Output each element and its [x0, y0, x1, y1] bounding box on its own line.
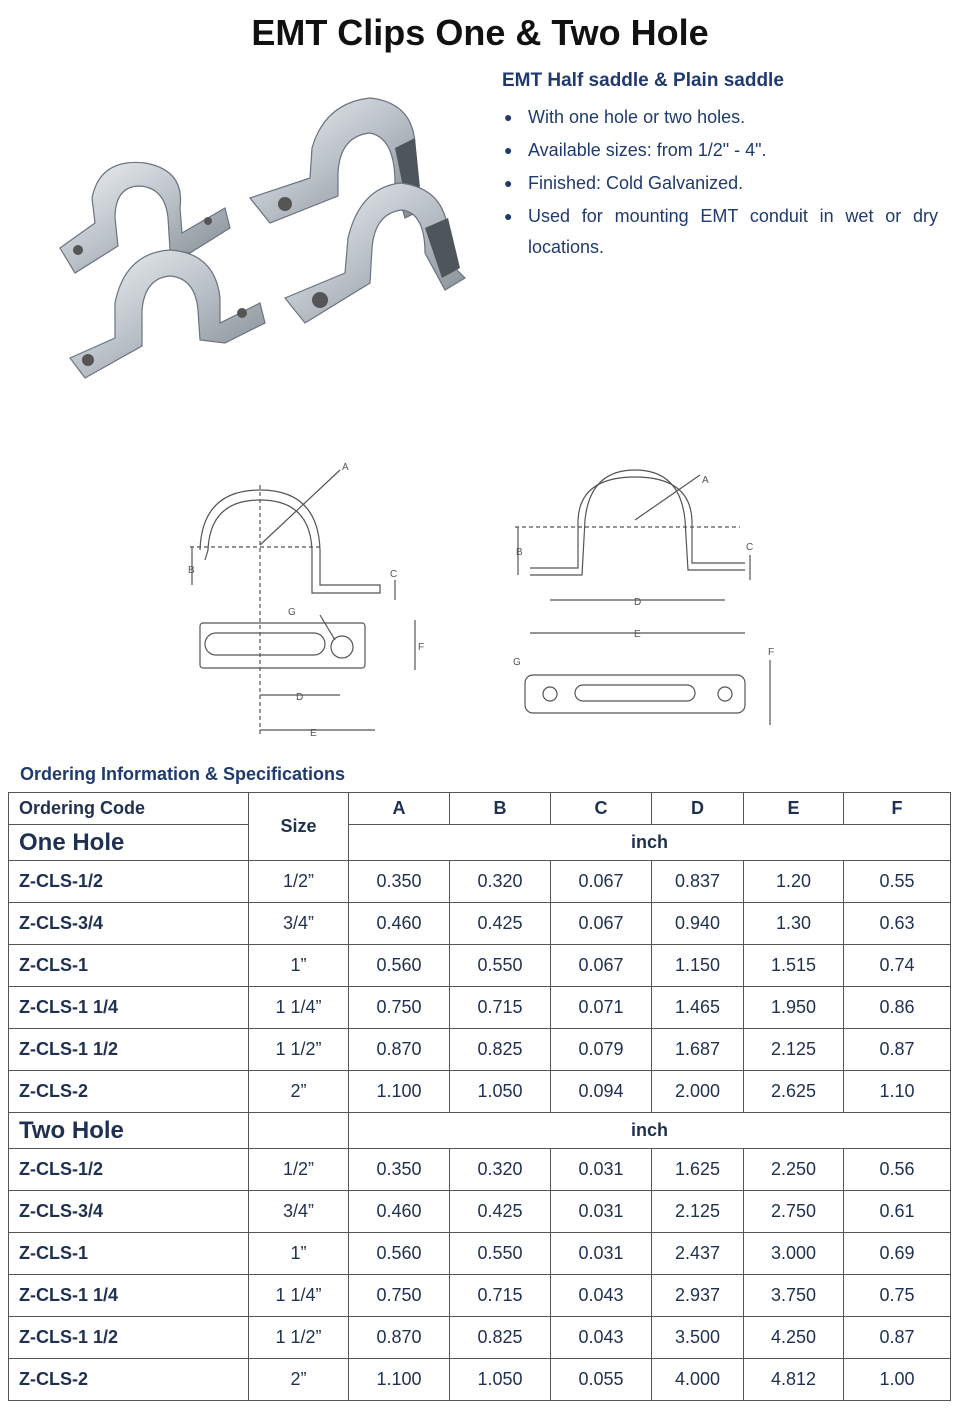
ordering-code-cell: Z-CLS-1 1/2 [9, 1317, 249, 1359]
dimension-cell: 0.031 [551, 1233, 652, 1275]
dimension-cell: 0.043 [551, 1275, 652, 1317]
dimension-cell: 1.515 [744, 945, 844, 987]
dimension-cell: 1.100 [349, 1071, 450, 1113]
size-cell: 1 1/4” [249, 1275, 349, 1317]
dimension-cell: 2.250 [744, 1149, 844, 1191]
dimension-cell: 0.425 [450, 1191, 551, 1233]
dimension-cell: 0.560 [349, 1233, 450, 1275]
dimension-cell: 0.094 [551, 1071, 652, 1113]
ordering-code-cell: Z-CLS-1 1/2 [9, 1029, 249, 1071]
dimension-cell: 1.100 [349, 1359, 450, 1401]
dimension-cell: 1.20 [744, 861, 844, 903]
feature-item: ● Finished: Cold Galvanized. [502, 168, 938, 199]
dimension-cell: 0.031 [551, 1149, 652, 1191]
dimension-cell: 0.043 [551, 1317, 652, 1359]
dimension-cell: 0.550 [450, 1233, 551, 1275]
table-row [9, 945, 951, 987]
dim-label-c: C [746, 542, 754, 553]
group-label: Two Hole [9, 1113, 249, 1149]
dimension-cell: 4.000 [652, 1359, 744, 1401]
dimension-cell: 3.500 [652, 1317, 744, 1359]
header-size: Size [249, 793, 349, 861]
dimension-cell: 0.460 [349, 1191, 450, 1233]
header-col-c: C [551, 793, 652, 825]
table-row [9, 1071, 951, 1113]
ordering-code-cell: Z-CLS-3/4 [9, 1191, 249, 1233]
clip-image-3 [70, 250, 265, 378]
ordering-code-cell: Z-CLS-1/2 [9, 861, 249, 903]
header-col-a: A [349, 793, 450, 825]
table-row [9, 861, 951, 903]
dimension-cell: 0.750 [349, 1275, 450, 1317]
dimension-cell: 0.071 [551, 987, 652, 1029]
header-row [9, 793, 951, 825]
spec-table [8, 792, 951, 1401]
dim-label-b: B [516, 547, 523, 558]
ordering-code-cell: Z-CLS-1/2 [9, 1149, 249, 1191]
dim-label-a: A [342, 462, 349, 473]
size-cell: 1” [249, 1233, 349, 1275]
dimension-cell: 0.560 [349, 945, 450, 987]
bullet-icon: ● [504, 142, 513, 158]
dimension-cell: 0.837 [652, 861, 744, 903]
unit-label: inch [349, 825, 951, 861]
ordering-code-cell: Z-CLS-2 [9, 1359, 249, 1401]
ordering-code-cell: Z-CLS-2 [9, 1071, 249, 1113]
table-row [9, 1149, 951, 1191]
dimension-cell: 0.715 [450, 1275, 551, 1317]
dimension-cell: 2.125 [744, 1029, 844, 1071]
table-row [9, 1359, 951, 1401]
dimension-cell: 0.715 [450, 987, 551, 1029]
dim-label-e: E [634, 629, 641, 640]
dimension-cell: 0.320 [450, 1149, 551, 1191]
dim-label-d: D [634, 597, 642, 608]
size-cell: 1 1/2” [249, 1029, 349, 1071]
header-ordering-code: Ordering Code [9, 793, 249, 825]
table-row [9, 1233, 951, 1275]
dim-label-d: D [296, 692, 304, 703]
size-cell: 2” [249, 1359, 349, 1401]
dimension-cell: 0.550 [450, 945, 551, 987]
ordering-code-cell: Z-CLS-3/4 [9, 903, 249, 945]
size-cell: 1 1/2” [249, 1317, 349, 1359]
dimension-cell: 0.63 [844, 903, 951, 945]
dimension-cell: 2.000 [652, 1071, 744, 1113]
feature-item: ● Available sizes: from 1/2" - 4". [502, 135, 938, 166]
dimension-cell: 2.750 [744, 1191, 844, 1233]
dimension-cell: 1.30 [744, 903, 844, 945]
size-cell: 3/4” [249, 903, 349, 945]
dimension-cell: 0.425 [450, 903, 551, 945]
dim-label-f: F [418, 642, 425, 653]
table-row [9, 987, 951, 1029]
size-cell: 3/4” [249, 1191, 349, 1233]
header-col-b: B [450, 793, 551, 825]
dimension-cell: 0.825 [450, 1317, 551, 1359]
dimension-cell: 0.87 [844, 1029, 951, 1071]
bullet-icon: ● [504, 208, 513, 224]
header-col-d: D [652, 793, 744, 825]
ordering-code-cell: Z-CLS-1 [9, 1233, 249, 1275]
dimension-cell: 1.050 [450, 1071, 551, 1113]
header-col-f: F [844, 793, 951, 825]
header-col-e: E [744, 793, 844, 825]
dimension-cell: 0.69 [844, 1233, 951, 1275]
page-title: EMT Clips One & Two Hole [251, 12, 709, 53]
table-row [9, 1191, 951, 1233]
feature-item: ● With one hole or two holes. [502, 102, 938, 133]
dimension-cell: 0.067 [551, 861, 652, 903]
dimension-cell: 0.067 [551, 945, 652, 987]
ordering-code-cell: Z-CLS-1 1/4 [9, 987, 249, 1029]
dimension-cell: 0.56 [844, 1149, 951, 1191]
dimension-cell: 0.74 [844, 945, 951, 987]
dimension-cell: 1.687 [652, 1029, 744, 1071]
group-label: One Hole [9, 825, 249, 861]
dimension-cell: 0.86 [844, 987, 951, 1029]
dim-label-c: C [390, 569, 398, 580]
dimension-cell: 0.460 [349, 903, 450, 945]
dimension-cell: 4.250 [744, 1317, 844, 1359]
dimension-cell: 1.10 [844, 1071, 951, 1113]
dimension-cell: 0.870 [349, 1029, 450, 1071]
size-cell: 1/2” [249, 861, 349, 903]
dimension-cell: 0.75 [844, 1275, 951, 1317]
dimension-cell: 3.750 [744, 1275, 844, 1317]
dimension-cell: 0.055 [551, 1359, 652, 1401]
table-row [9, 903, 951, 945]
dimension-cell: 0.320 [450, 861, 551, 903]
dimension-cell: 0.940 [652, 903, 744, 945]
dimension-cell: 2.625 [744, 1071, 844, 1113]
unit-label: inch [349, 1113, 951, 1149]
dimension-cell: 0.61 [844, 1191, 951, 1233]
dimension-cell: 0.067 [551, 903, 652, 945]
technical-drawing [180, 455, 800, 745]
dimension-cell: 0.031 [551, 1191, 652, 1233]
ordering-code-cell: Z-CLS-1 1/4 [9, 1275, 249, 1317]
bullet-icon: ● [504, 109, 513, 125]
dim-label-e: E [310, 728, 317, 739]
group-row-one-hole [9, 825, 951, 861]
dimension-cell: 0.079 [551, 1029, 652, 1071]
table-row [9, 1317, 951, 1359]
group-row-two-hole [9, 1113, 951, 1149]
dimension-cell: 1.00 [844, 1359, 951, 1401]
size-cell: 2” [249, 1071, 349, 1113]
dimension-cell: 1.625 [652, 1149, 744, 1191]
dimension-cell: 2.125 [652, 1191, 744, 1233]
size-cell: 1 1/4” [249, 987, 349, 1029]
dimension-cell: 2.937 [652, 1275, 744, 1317]
dimension-cell: 0.825 [450, 1029, 551, 1071]
table-row [9, 1029, 951, 1071]
dim-label-a: A [702, 475, 709, 486]
dim-label-f: F [768, 647, 775, 658]
dimension-cell: 2.437 [652, 1233, 744, 1275]
ordering-code-cell: Z-CLS-1 [9, 945, 249, 987]
feature-list [502, 68, 938, 265]
dimension-cell: 0.87 [844, 1317, 951, 1359]
dimension-cell: 0.350 [349, 861, 450, 903]
dimension-cell: 1.050 [450, 1359, 551, 1401]
dimension-cell: 0.55 [844, 861, 951, 903]
dimension-cell: 3.000 [744, 1233, 844, 1275]
dimension-cell: 0.350 [349, 1149, 450, 1191]
dimension-cell: 1.150 [652, 945, 744, 987]
section-label: Ordering Information & Specifications [20, 764, 346, 784]
feature-item: ● Used for mounting EMT conduit in wet or dry locations. [502, 201, 938, 263]
dim-label-g: G [288, 607, 296, 618]
dimension-cell: 1.950 [744, 987, 844, 1029]
bullet-icon: ● [504, 175, 513, 191]
dimension-cell: 4.812 [744, 1359, 844, 1401]
empty-cell [249, 1113, 349, 1149]
table-row [9, 1275, 951, 1317]
size-cell: 1/2” [249, 1149, 349, 1191]
dim-label-b: B [188, 565, 195, 576]
size-cell: 1” [249, 945, 349, 987]
feature-heading: EMT Half saddle & Plain saddle [502, 70, 784, 91]
product-photo [20, 78, 490, 408]
dimension-cell: 0.750 [349, 987, 450, 1029]
dimension-cell: 0.870 [349, 1317, 450, 1359]
dimension-cell: 1.465 [652, 987, 744, 1029]
dim-label-g: G [513, 657, 521, 668]
